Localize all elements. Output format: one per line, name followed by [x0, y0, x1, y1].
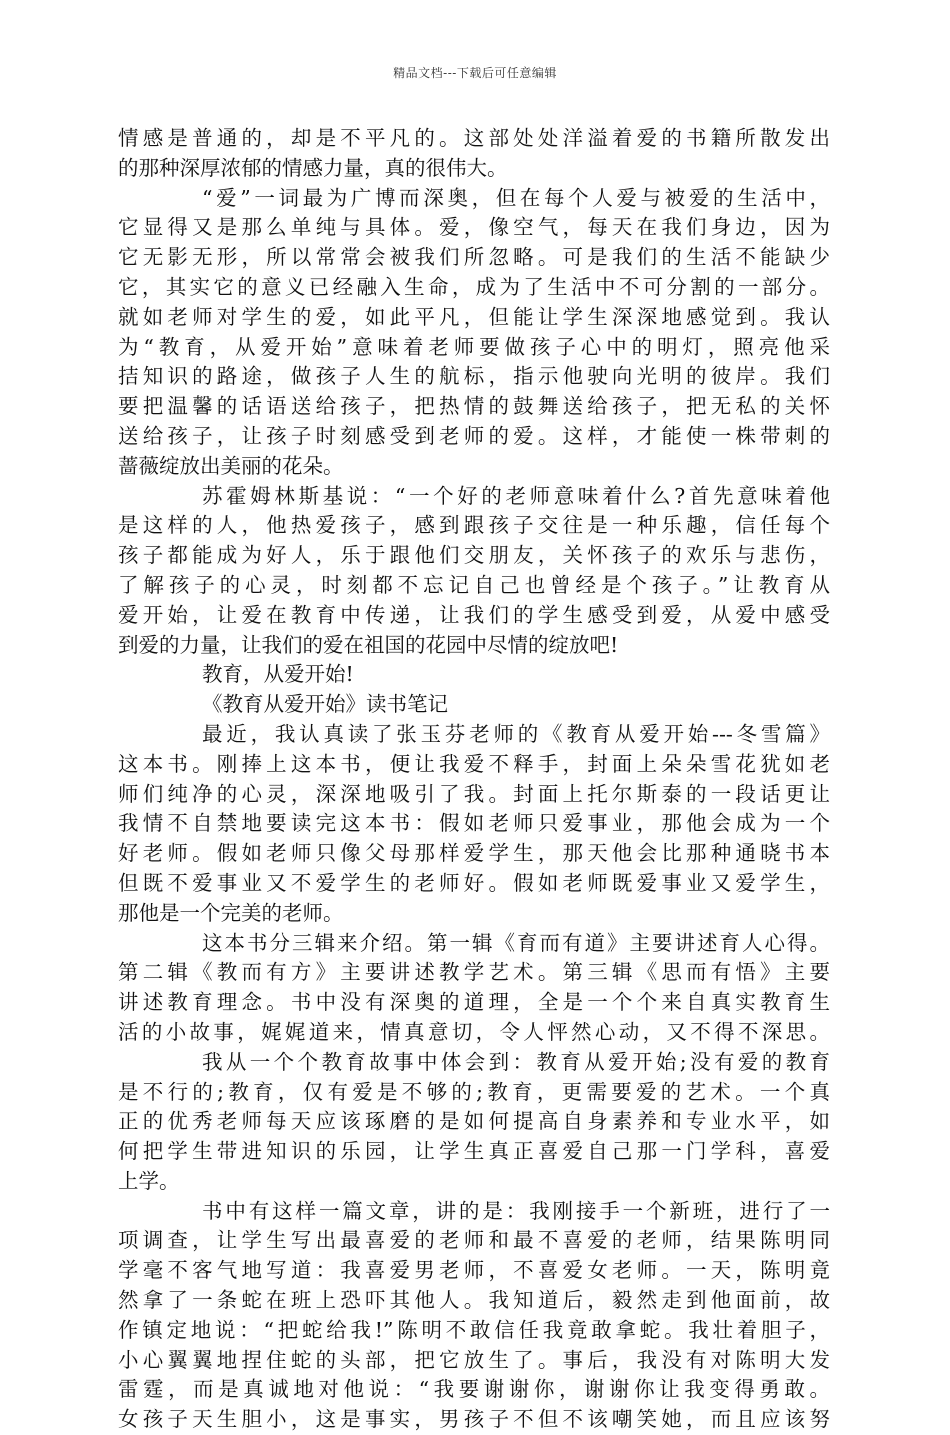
text-line: 到爱的力量，让我们的爱在祖国的花园中尽情的绽放吧!	[118, 632, 619, 657]
text-line: 教育，从爱开始!	[202, 662, 354, 687]
text-line: “爱”一词最为广博而深奥，但在每个人爱与被爱的生活中，	[202, 185, 830, 210]
text-line: 小心翼翼地捏住蛇的头部，把它放生了。事后，我没有对陈明大发	[118, 1347, 830, 1372]
text-line: 雷霆，而是真诚地对他说：“我要谢谢你，谢谢你让我变得勇敢。	[118, 1377, 830, 1402]
text-line: 情感是普通的，却是不平凡的。这部处处洋溢着爱的书籍所散发出	[118, 126, 830, 150]
page-header: 精品文档---下载后可任意编辑	[393, 66, 557, 80]
text-line: 苏霍姆林斯基说：“一个好的老师意味着什么?首先意味着他	[202, 483, 830, 508]
text-line: 最近，我认真读了张玉芬老师的《教育从爱开始---冬雪篇》	[202, 721, 830, 746]
text-line: 的那种深厚浓郁的情感力量，真的很伟大。	[118, 155, 508, 180]
text-line: 讲述教育理念。书中没有深奥的道理，全是一个个来自真实教育生	[118, 990, 830, 1015]
text-line: 要把温馨的话语送给孩子，把热情的鼓舞送给孩子，把无私的关怀	[118, 394, 830, 419]
text-line: 这本书。刚捧上这本书，便让我爱不释手，封面上朵朵雪花犹如老	[118, 751, 830, 776]
text-line: 就如老师对学生的爱，如此平凡，但能让学生深深地感觉到。我认	[118, 304, 830, 329]
text-line: 活的小故事，娓娓道来，情真意切，令人怦然心动，又不得不深思。	[118, 1019, 830, 1044]
text-line: 何把学生带进知识的乐园，让学生真正喜爱自己那一门学科，喜爱	[118, 1139, 830, 1164]
text-line: 项调查，让学生写出最喜爱的老师和最不喜爱的老师，结果陈明同	[118, 1228, 830, 1253]
text-line: 爱开始，让爱在教育中传递，让我们的学生感受到爱，从爱中感受	[118, 602, 830, 627]
text-line: 它显得又是那么单纯与具体。爱，像空气，每天在我们身边，因为	[118, 215, 830, 240]
text-line: 但既不爱事业又不爱学生的老师好。假如老师既爱事业又爱学生，	[118, 870, 830, 895]
text-line: 为“教育，从爱开始”意味着老师要做孩子心中的明灯，照亮他采	[118, 334, 830, 359]
text-line: 孩子都能成为好人，乐于跟他们交朋友，关怀孩子的欢乐与悲伤，	[118, 543, 830, 568]
text-line: 师们纯净的心灵，深深地吸引了我。封面上托尔斯泰的一段话更让	[118, 781, 830, 806]
text-line: 它无影无形，所以常常会被我们所忽略。可是我们的生活不能缺少	[118, 245, 830, 270]
text-line: 拮知识的路途，做孩子人生的航标，指示他驶向光明的彼岸。我们	[118, 364, 830, 389]
text-line: 女孩子天生胆小，这是事实，男孩子不但不该嘲笑她，而且应该努	[118, 1407, 830, 1432]
text-line: 第二辑《教而有方》主要讲述教学艺术。第三辑《思而有悟》主要	[118, 960, 830, 985]
text-line: 我从一个个教育故事中体会到：教育从爱开始;没有爱的教育	[202, 1049, 830, 1074]
text-line: 蔷薇绽放出美丽的花朵。	[118, 453, 344, 478]
text-line: 那他是一个完美的老师。	[118, 900, 344, 925]
text-line: 我情不自禁地要读完这本书：假如老师只爱事业，那他会成为一个	[118, 811, 830, 836]
text-line: 这本书分三辑来介绍。第一辑《育而有道》主要讲述育人心得。	[202, 930, 830, 955]
text-line: 学毫不客气地写道：我喜爱男老师，不喜爱女老师。一天，陈明竟	[118, 1258, 830, 1283]
text-line: 了解孩子的心灵，时刻都不忘记自己也曾经是个孩子。”让教育从	[118, 572, 830, 597]
text-line: 是这样的人，他热爱孩子，感到跟孩子交往是一种乐趣，信任每个	[118, 513, 830, 538]
document-body	[118, 124, 830, 1435]
text-line: 是不行的;教育，仅有爱是不够的;教育，更需要爱的艺术。一个真	[118, 1079, 830, 1104]
text-line: 书中有这样一篇文章，讲的是：我刚接手一个新班，进行了一	[202, 1198, 830, 1223]
text-line: 它，其实它的意义已经融入生命，成为了生活中不可分割的一部分。	[118, 274, 830, 299]
text-line: 送给孩子，让孩子时刻感受到老师的爱。这样，才能使一株带刺的	[118, 423, 830, 448]
text-line: 作镇定地说：“把蛇给我!”陈明不敢信任我竟敢拿蛇。我壮着胆子，	[118, 1317, 830, 1342]
text-line: 正的优秀老师每天应该琢磨的是如何提高自身素养和专业水平，如	[118, 1109, 830, 1134]
text-line: 上学。	[118, 1168, 180, 1193]
text-line: 好老师。假如老师只像父母那样爱学生，那天他会比那种通晓书本	[118, 841, 830, 866]
text-line: 《教育从爱开始》读书笔记	[202, 692, 448, 717]
text-line: 然拿了一条蛇在班上恐吓其他人。我知道后，毅然走到他面前，故	[118, 1288, 830, 1313]
